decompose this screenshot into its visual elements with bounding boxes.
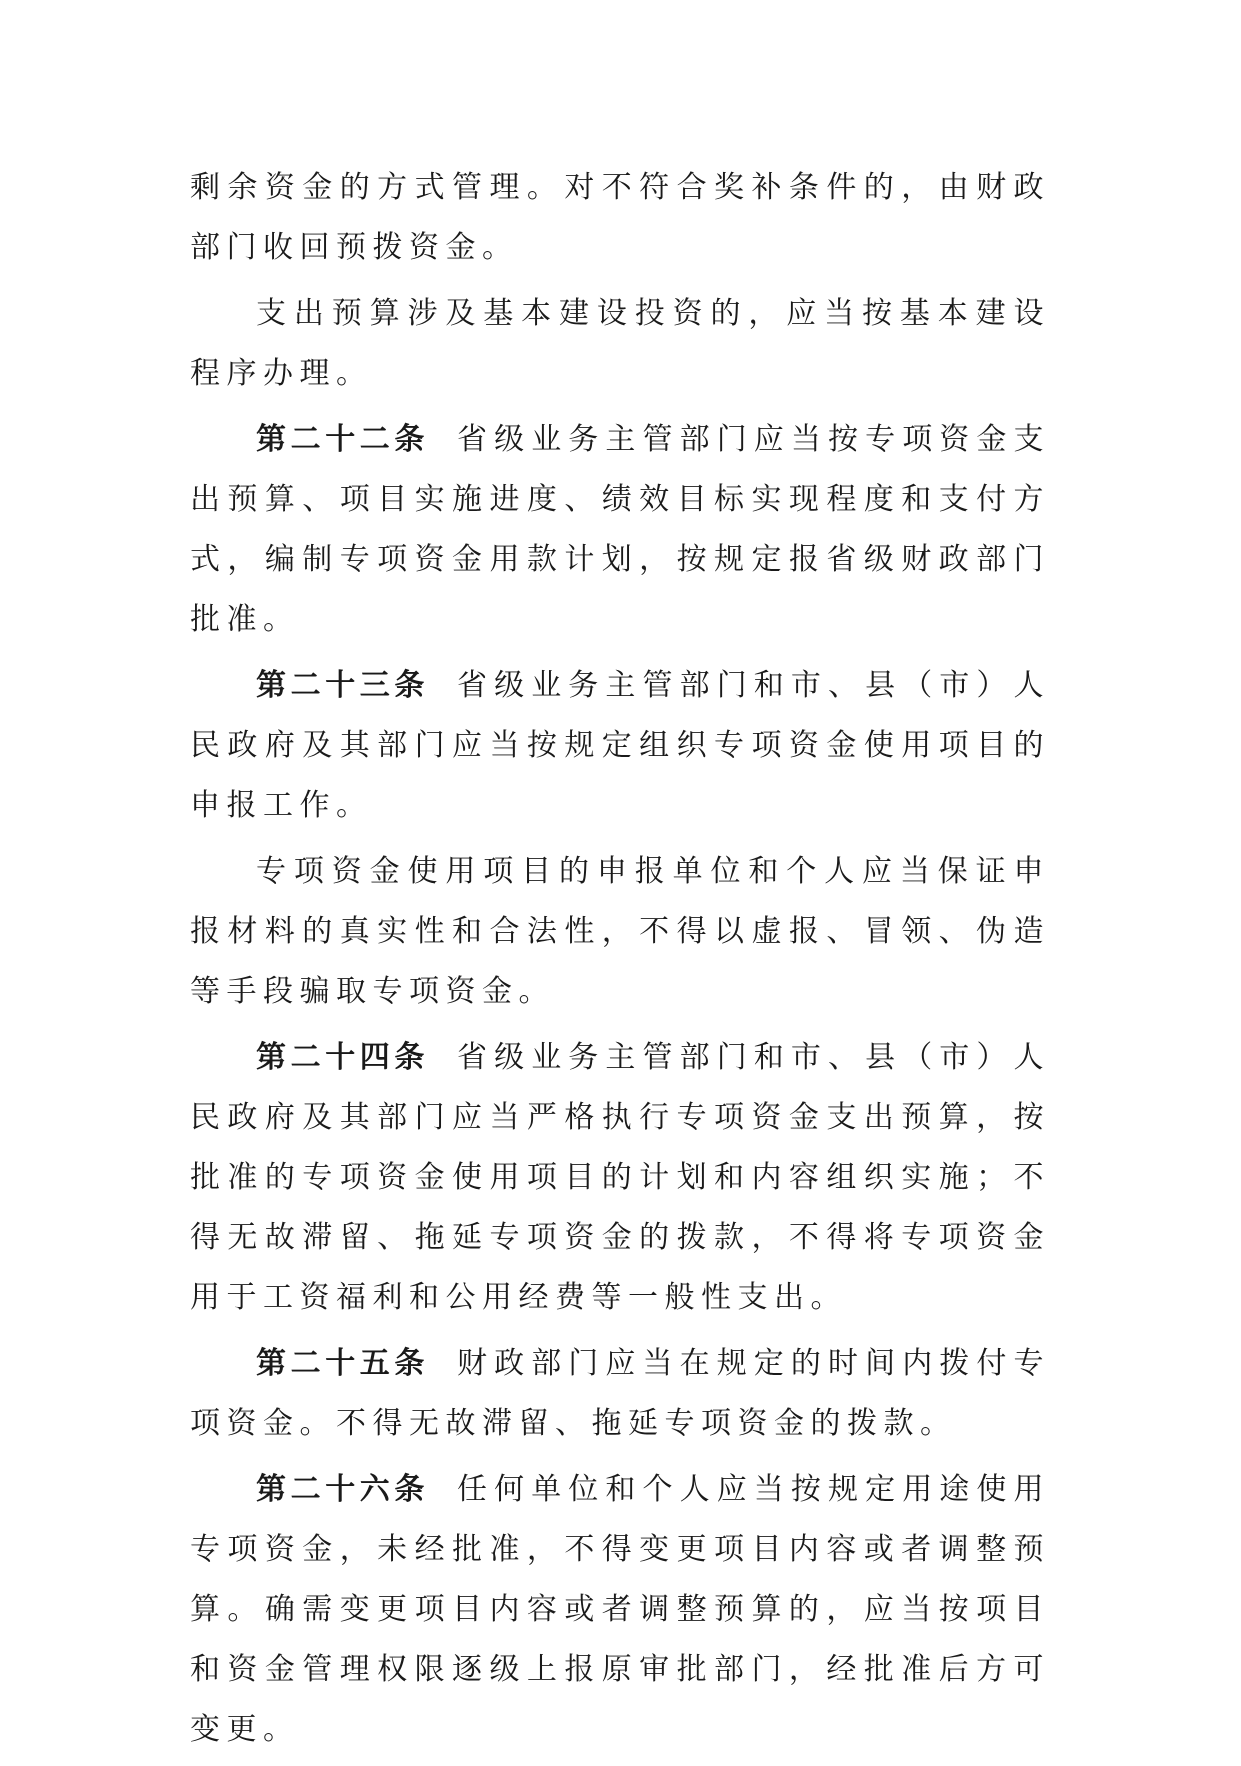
paragraph-2: [190, 284, 1050, 404]
article-26: [190, 1460, 1050, 1760]
paragraph-5: [190, 842, 1050, 1022]
article-text: 财政部门应当在规定的时间内拨付专项资金。不得无故滞留、拖延专项资金的拨款。: [190, 1346, 1050, 1441]
paragraph-text: 剩余资金的方式管理。对不符合奖补条件的，由财政部门收回预拨资金。: [190, 170, 1050, 265]
article-number: 第二十四条: [256, 1040, 429, 1075]
article-text: 省级业务主管部门和市、县（市）人民政府及其部门应当严格执行专项资金支出预算，按批准的专项资金使用项目的计划和内容组织实施；不得无故滞留、拖延专项资金的拨款，不得将专项资金用于工资福利和公用经费等一般性支出。: [190, 1040, 1050, 1315]
article-number: 第二十六条: [256, 1472, 429, 1507]
paragraph-text: 支出预算涉及基本建设投资的，应当按基本建设程序办理。: [190, 296, 1050, 391]
article-number: 第二十二条: [256, 422, 429, 457]
article-22: [190, 410, 1050, 650]
paragraph-text: 专项资金使用项目的申报单位和个人应当保证申报材料的真实性和合法性，不得以虚报、冒领、伪造等手段骗取专项资金。: [190, 854, 1050, 1009]
paragraph-1: [190, 158, 1050, 278]
article-24: [190, 1028, 1050, 1328]
article-text: 省级业务主管部门应当按专项资金支出预算、项目实施进度、绩效目标实现程度和支付方式，编制专项资金用款计划，按规定报省级财政部门批准。: [190, 422, 1050, 637]
document-page: [190, 158, 1050, 1766]
article-text: 任何单位和个人应当按规定用途使用专项资金，未经批准，不得变更项目内容或者调整预算。确需变更项目内容或者调整预算的，应当按项目和资金管理权限逐级上报原审批部门，经批准后方可变更。: [190, 1472, 1050, 1747]
article-text: 省级业务主管部门和市、县（市）人民政府及其部门应当按规定组织专项资金使用项目的申报工作。: [190, 668, 1050, 823]
article-25: [190, 1334, 1050, 1454]
article-number: 第二十三条: [256, 668, 429, 703]
article-23: [190, 656, 1050, 836]
article-number: 第二十五条: [256, 1346, 429, 1381]
